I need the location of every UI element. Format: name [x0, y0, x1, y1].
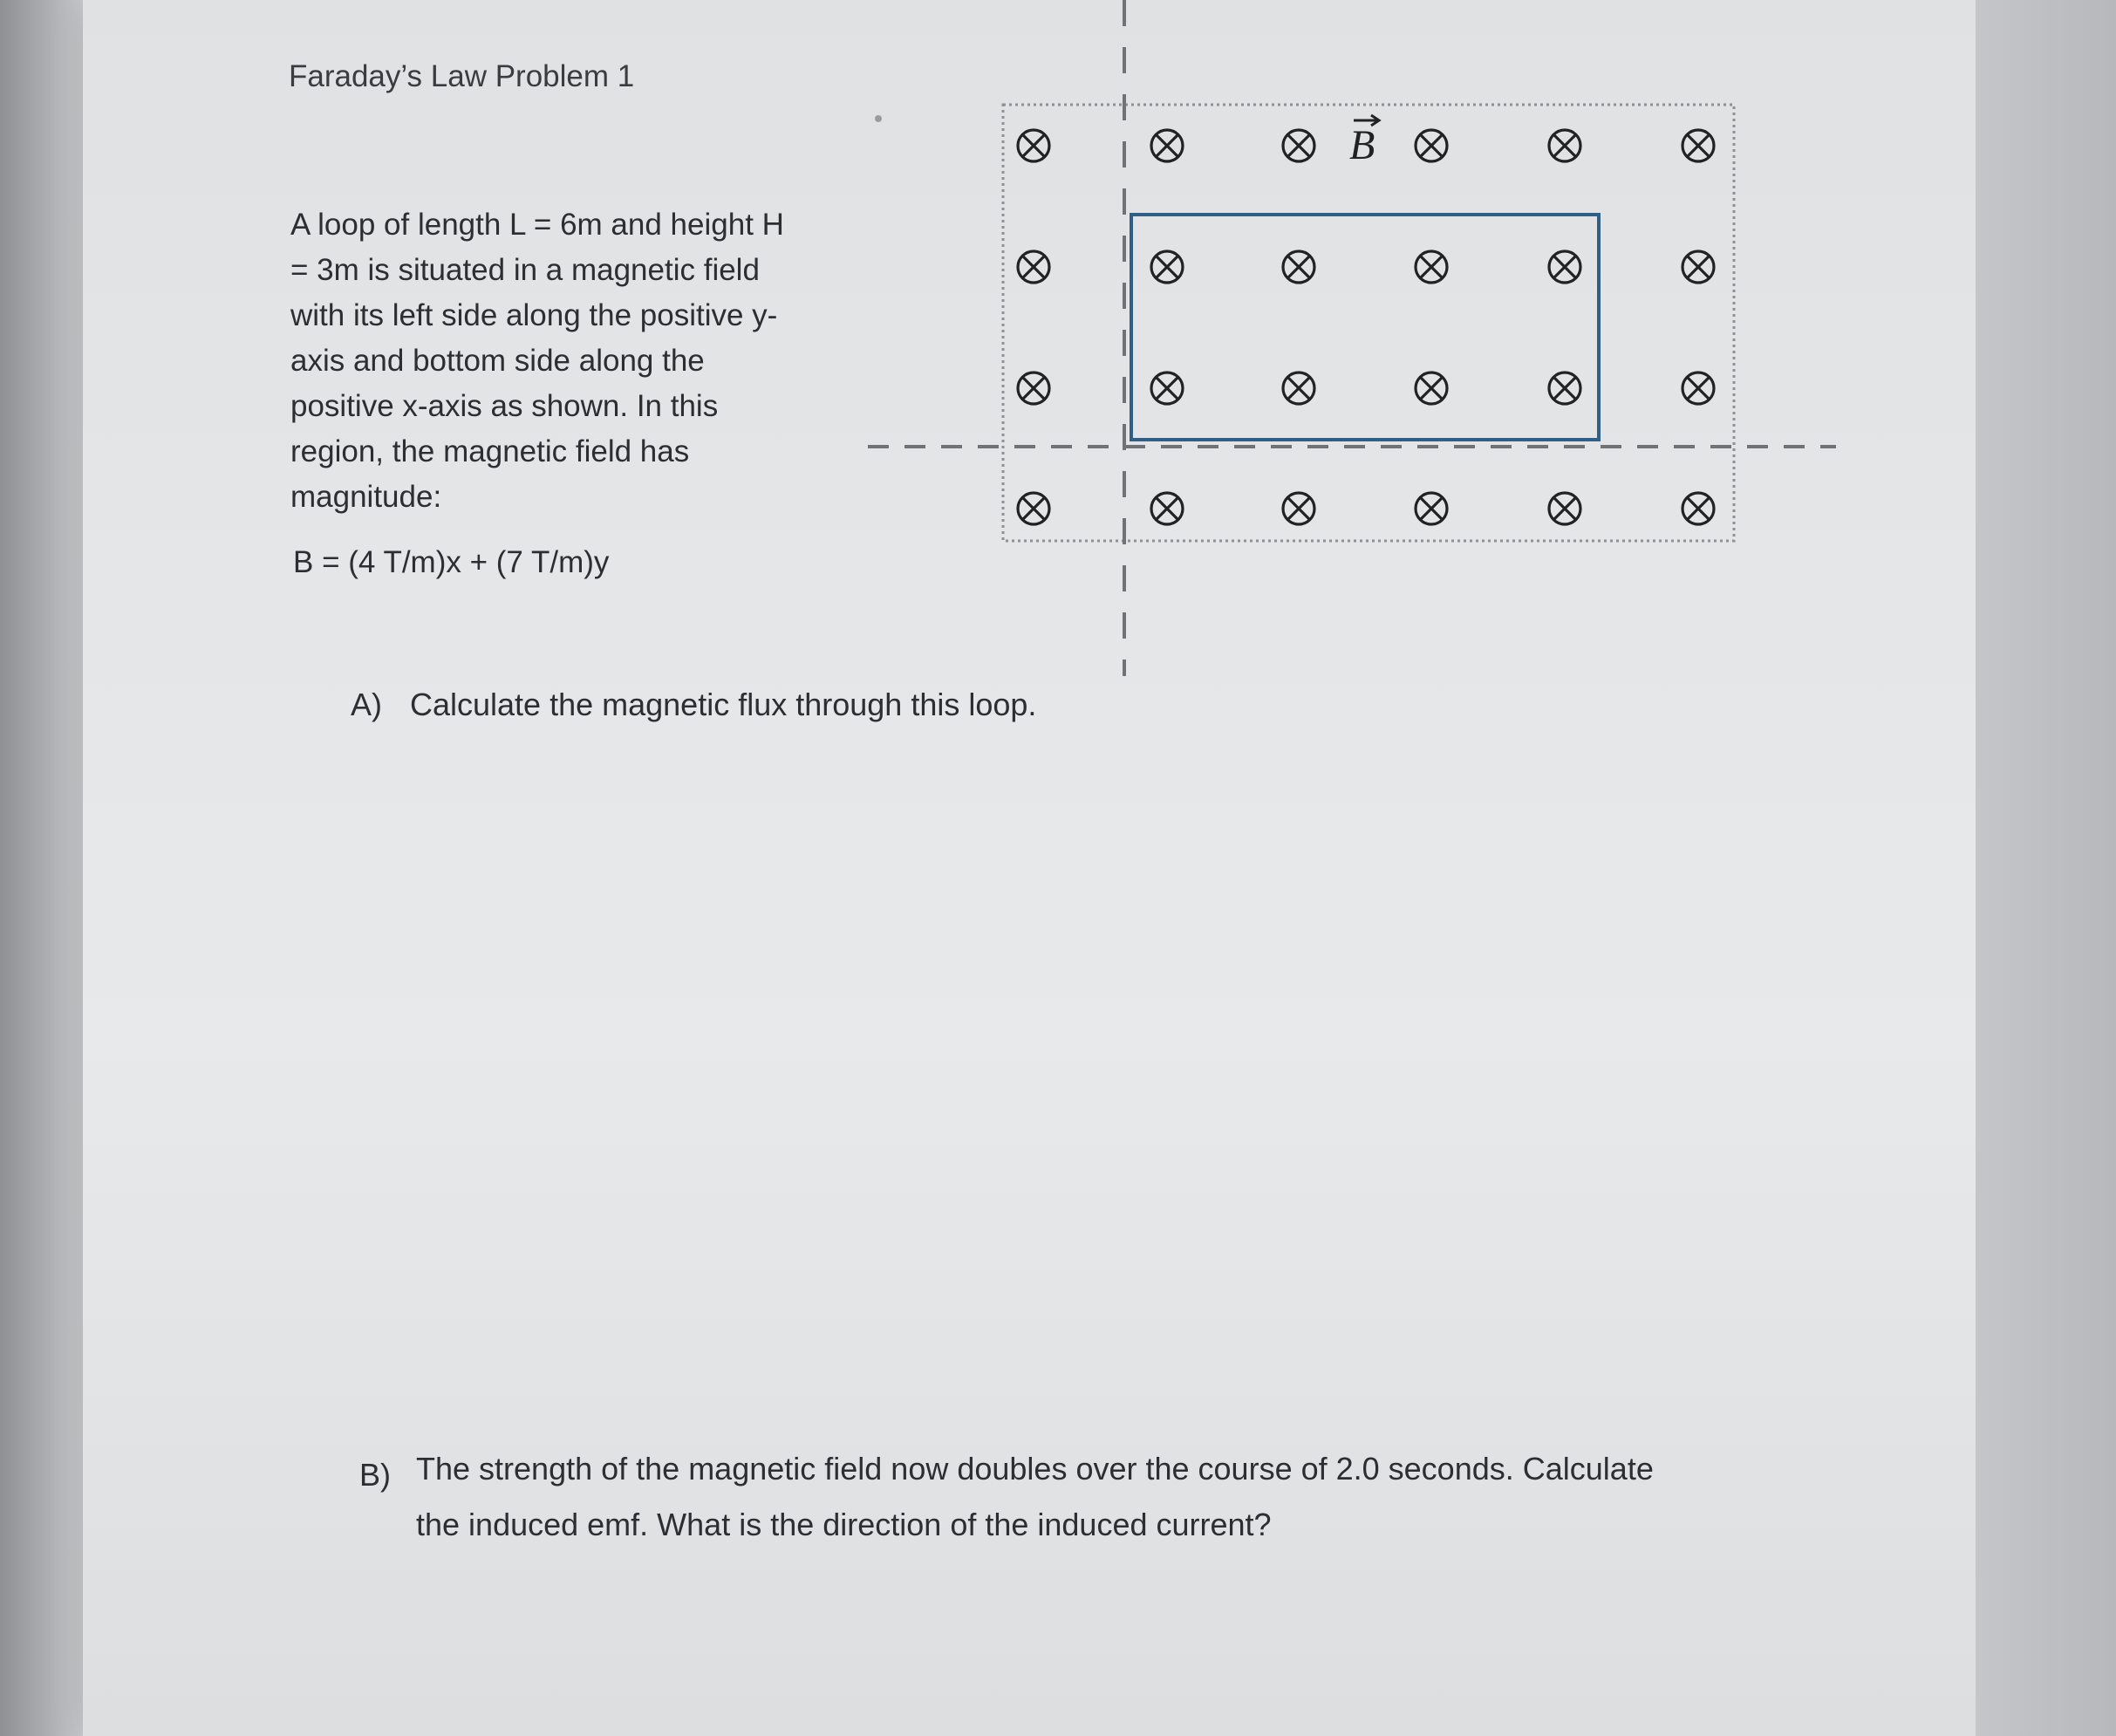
description-line: = 3m is situated in a magnetic field — [290, 253, 760, 287]
field-into-page-icon — [1549, 251, 1580, 283]
description-line: with its left side along the positive y- — [290, 298, 778, 332]
field-into-page-icon — [1151, 251, 1183, 283]
field-into-page-icon — [1416, 130, 1447, 161]
description-line: region, the magnetic field has — [290, 434, 690, 468]
current-loop — [1131, 215, 1599, 440]
field-into-page-icon — [1683, 251, 1714, 283]
field-into-page-icon — [1416, 493, 1447, 524]
field-symbols — [1018, 130, 1714, 524]
question-a-label: A) — [351, 687, 382, 722]
field-into-page-icon — [1416, 372, 1447, 404]
field-into-page-icon — [1283, 493, 1314, 524]
field-into-page-icon — [1549, 372, 1580, 404]
field-formula: B = (4 T/m)x + (7 T/m)y — [293, 545, 610, 579]
field-into-page-icon — [1683, 372, 1714, 404]
field-into-page-icon — [1549, 130, 1580, 161]
description-line: magnitude: — [290, 480, 442, 514]
field-into-page-icon — [1683, 130, 1714, 161]
field-into-page-icon — [1151, 493, 1183, 524]
field-into-page-icon — [1018, 251, 1049, 283]
field-into-page-icon — [1018, 130, 1049, 161]
description-line: positive x-axis as shown. In this — [290, 389, 719, 423]
field-into-page-icon — [1283, 251, 1314, 283]
question-b-label: B) — [359, 1457, 391, 1493]
field-into-page-icon — [1283, 130, 1314, 161]
field-into-page-icon — [1151, 372, 1183, 404]
field-into-page-icon — [1151, 130, 1183, 161]
field-into-page-icon — [1416, 251, 1447, 283]
b-field-label-text: B — [1349, 122, 1375, 168]
field-into-page-icon — [1018, 372, 1049, 404]
field-into-page-icon — [1283, 372, 1314, 404]
question-b-line: the induced emf. What is the direction of the induced current? — [416, 1507, 1272, 1542]
description-line: A loop of length L = 6m and height H — [290, 208, 784, 242]
question-b-line: The strength of the magnetic field now doubles over the course of 2.0 seconds. Calculate — [416, 1451, 1654, 1487]
question-a-text: Calculate the magnetic flux through this loop. — [410, 687, 1037, 722]
field-into-page-icon — [1018, 493, 1049, 524]
problem-title: Faraday’s Law Problem 1 — [289, 59, 635, 93]
field-into-page-icon — [1683, 493, 1714, 524]
description-line: axis and bottom side along the — [290, 344, 705, 378]
field-into-page-icon — [1549, 493, 1580, 524]
b-field-label — [1349, 115, 1379, 168]
field-region-boundary — [1003, 105, 1734, 541]
